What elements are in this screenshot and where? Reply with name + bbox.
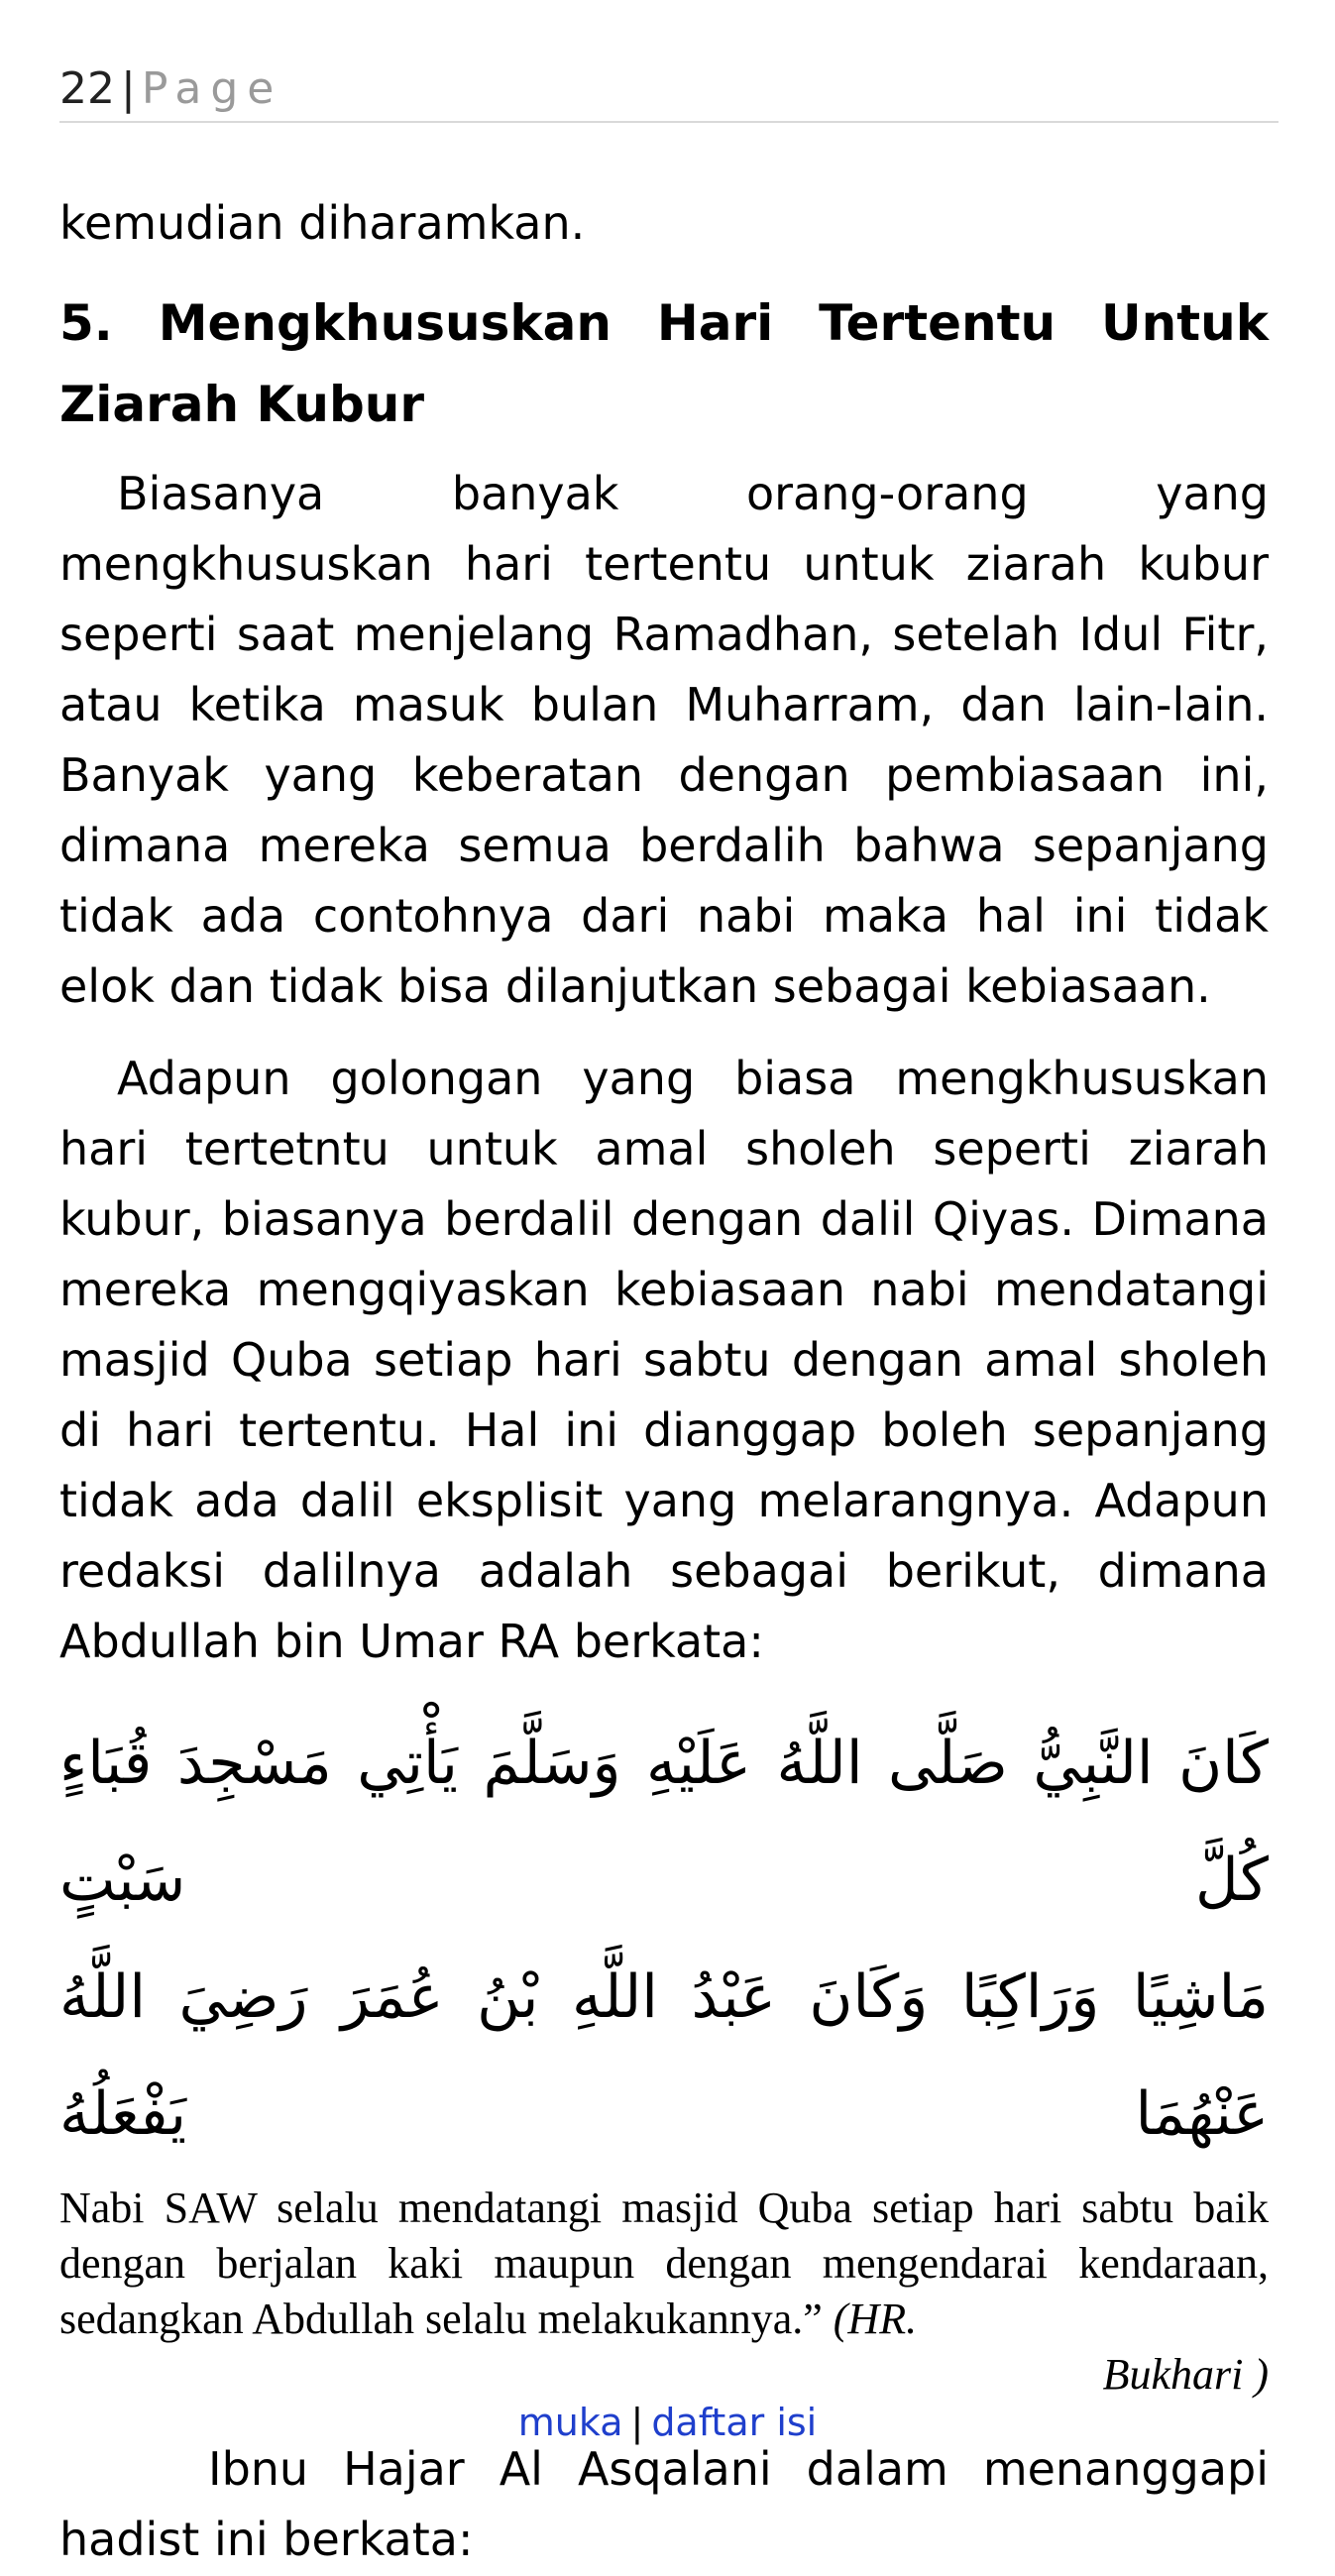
arabic-line-1: كَانَ النَّبِيُّ صَلَّى اللَّهُ عَلَيْهِ وَسَلَّمَ يَأْتِي مَسْجِدَ قُبَاءٍ كُلَّ سَبْتٍ xyxy=(59,1729,1269,1915)
arabic-line-2: مَاشِيًا وَرَاكِبًا وَكَانَ عَبْدُ اللَّهِ بْنُ عُمَرَ رَضِيَ اللَّهُ عَنْهُمَا يَفْعَلُهُ xyxy=(59,1962,1269,2149)
page-content xyxy=(59,159,1269,2575)
paragraph-2: Adapun golongan yang biasa mengkhususkan hari tertetntu untuk amal sholeh seperti ziarah kubur, biasanya berdalil dengan dalil Qiyas. Dimana mereka mengqiyaskan kebiasaan nabi mendatangi masjid Quba setiap hari sabtu dengan amal sholeh di hari tertentu. Hal ini dianggap boleh sepanjang tidak ada dalil eksplisit yang melarangnya. Adapun redaksi dalilnya adalah sebagai berikut, dimana Abdullah bin Umar RA berkata: xyxy=(59,1052,1269,1668)
page-number: 22 xyxy=(59,63,115,114)
hadith-source-part-1: (HR. xyxy=(833,2295,918,2343)
lead-text: kemudian diharamkan. xyxy=(59,196,586,250)
paragraph-1: Biasanya banyak orang-orang yang mengkhususkan hari tertentu untuk ziarah kubur seperti saat menjelang Ramadhan, setelah Idul Fitr, atau ketika masuk bulan Muharram, dan lain-lain. Banyak yang keberatan dengan pembiasaan ini, dimana mereka semua berdalih bahwa sepanjang tidak ada contohnya dari nabi maka hal ini tidak elok dan tidak bisa dilanjutkan sebagai kebiasaan. xyxy=(59,467,1269,1013)
page-label: Page xyxy=(141,63,283,114)
table-of-contents-link[interactable]: daftar isi xyxy=(651,2401,818,2444)
footer-separator: | xyxy=(630,2401,644,2444)
hadith-translation xyxy=(59,2181,1269,2403)
page-header xyxy=(59,61,1279,123)
section-heading: 5. Mengkhususkan Hari Tertentu Untuk Ziarah Kubur xyxy=(59,294,1269,433)
page-footer-nav xyxy=(0,2399,1335,2446)
arabic-hadith xyxy=(59,1705,1269,2173)
home-link[interactable]: muka xyxy=(517,2401,623,2444)
paragraph-3: Ibnu Hajar Al Asqalani dalam menanggapi hadist ini berkata: xyxy=(59,2442,1269,2566)
hadith-source-part-2: Bukhari ) xyxy=(1102,2350,1269,2399)
translation-text: Nabi SAW selalu mendatangi masjid Quba setiap hari sabtu baik dengan berjalan kaki maupun dengan mengendarai kendaraan, sedangkan Abdullah selalu melakukannya.” xyxy=(59,2184,1269,2343)
header-separator: | xyxy=(121,63,136,114)
